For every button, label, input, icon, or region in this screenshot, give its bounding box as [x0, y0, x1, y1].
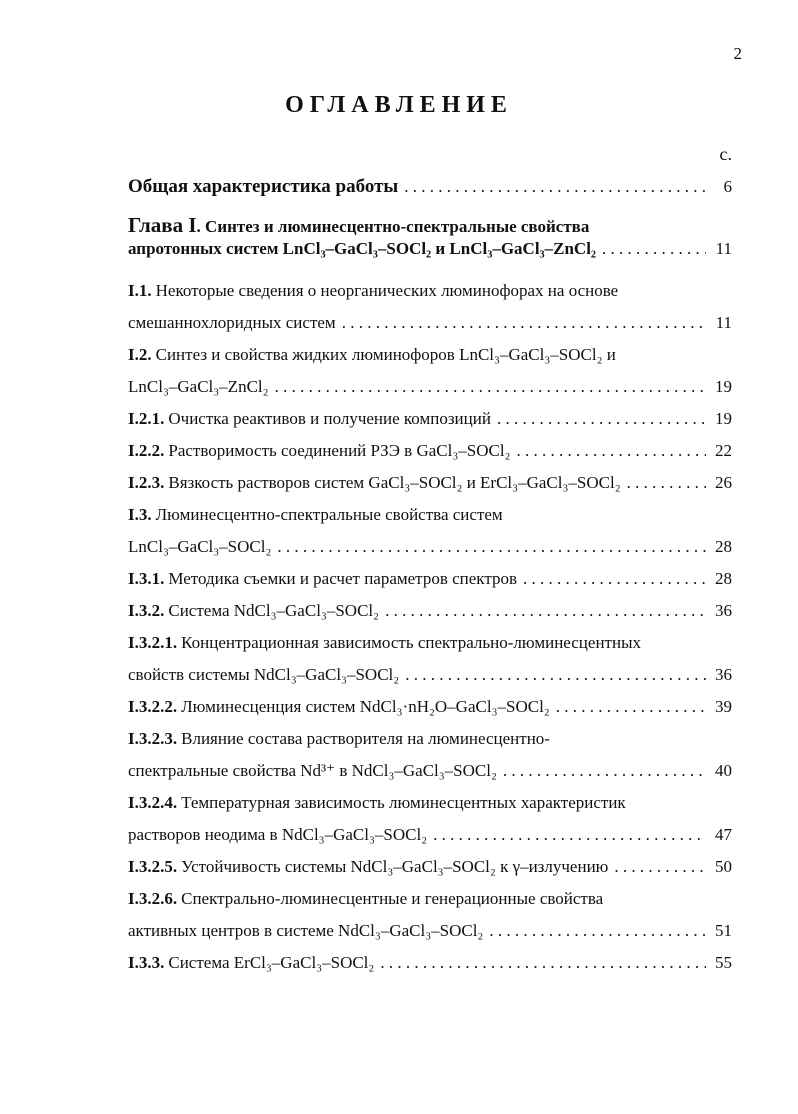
toc-entry-I-2[interactable] [128, 344, 732, 398]
toc-entry-text: Некоторые сведения о неорганических люминофорах на основе [155, 281, 619, 300]
toc-entry-number: I.3.2. [128, 601, 165, 620]
toc-entry-number: I.2.1. [128, 409, 165, 428]
toc-entry-text: Устойчивость системы NdCl₃–GaCl₃–SOCl₂ к γ–излучению [181, 857, 609, 876]
toc-entry-number: I.2. [128, 345, 152, 364]
toc-page-number: 11 [715, 239, 732, 258]
toc-entry-number: I.3.2.3. [128, 729, 178, 748]
toc-entry-I-3[interactable] [128, 504, 732, 558]
toc-entry-number: I.3.2.6. [128, 889, 178, 908]
toc-entry-text-cont: растворов неодима в NdCl₃–GaCl₃–SOCl₂ [128, 825, 428, 844]
toc-page-number: 36 [715, 665, 732, 684]
toc-entry-number: I.3. [128, 505, 152, 524]
toc-page-number: 55 [715, 953, 732, 972]
toc-entry-text-cont: смешаннохлоридных систем [128, 313, 336, 332]
dot-leader [523, 568, 706, 590]
toc-entry-I-3-2-4[interactable] [128, 792, 732, 846]
toc-entry-I-2-2[interactable] [128, 440, 732, 462]
dot-leader [433, 824, 706, 846]
toc-page-number: 51 [715, 921, 732, 940]
toc-entry-text-cont: LnCl₃–GaCl₃–SOCl₂ [128, 537, 272, 556]
toc-entry-text: Температурная зависимость люминесцентных характеристик [181, 793, 626, 812]
toc-entry-number: I.2.2. [128, 441, 165, 460]
toc-entry-text: Синтез и свойства жидких люминофоров LnCl₃–GaCl₃–SOCl₂ и [155, 345, 616, 364]
toc-entry-number: I.2.3. [128, 473, 165, 492]
toc-page-number: 22 [715, 441, 732, 460]
dot-leader [602, 238, 706, 260]
toc-entry-I-2-1[interactable] [128, 408, 732, 430]
toc-entry-text: Методика съемки и расчет параметров спектров [168, 569, 517, 588]
dot-leader [404, 176, 706, 198]
dot-leader [385, 600, 706, 622]
toc-entry-I-3-2-5[interactable] [128, 856, 732, 878]
dot-leader [489, 920, 706, 942]
toc-entry-number: I.3.1. [128, 569, 165, 588]
toc-page-number: 19 [715, 409, 732, 428]
toc-entry-number: I.3.2.4. [128, 793, 178, 812]
toc-page-number: 26 [715, 473, 732, 492]
dot-leader [380, 952, 706, 974]
toc-page-number: 40 [715, 761, 732, 780]
dot-leader [627, 472, 706, 494]
toc-entry-number: I.3.2.1. [128, 633, 178, 652]
dot-leader [516, 440, 706, 462]
table-of-contents [128, 176, 732, 984]
toc-page-number: 36 [715, 601, 732, 620]
page-column-label: с. [719, 144, 732, 164]
toc-entry-I-3-1[interactable] [128, 568, 732, 590]
toc-entry-text: Концентрационная зависимость спектрально-люминесцентных [181, 633, 641, 652]
toc-page-number: 47 [715, 825, 732, 844]
toc-entry-text: Общая характеристика работы [128, 176, 399, 197]
dot-leader [275, 376, 706, 398]
toc-entry-text: Люминесцентно-спектральные свойства систем [155, 505, 503, 524]
toc-entry-text: Вязкость растворов систем GaCl₃–SOCl₂ и ErCl₃–GaCl₃–SOCl₂ [168, 473, 621, 492]
toc-entry-I-3-2-3[interactable] [128, 728, 732, 782]
dot-leader [342, 312, 706, 334]
toc-entry-number: I.3.2.2. [128, 697, 178, 716]
chapter-title-line-1: . Синтез и люминесцентно-спектральные свойства [196, 217, 590, 236]
toc-page-number: 39 [715, 697, 732, 716]
toc-entry-text: Система ErCl₃–GaCl₃–SOCl₂ [168, 953, 375, 972]
toc-entry-I-2-3[interactable] [128, 472, 732, 494]
toc-entry-number: I.3.3. [128, 953, 165, 972]
dot-leader [277, 536, 706, 558]
chapter-title-line-2: апротонных систем LnCl₃–GaCl₃–SOCl₂ и LnCl₃–GaCl₃–ZnCl₂ [128, 239, 597, 258]
toc-entry-I-3-2-6[interactable] [128, 888, 732, 942]
dot-leader [405, 664, 706, 686]
dot-leader [503, 760, 706, 782]
toc-entry-number: I.1. [128, 281, 152, 300]
toc-entry-text: Влияние состава растворителя на люминесцентно- [181, 729, 550, 748]
toc-page-number: 28 [715, 569, 732, 588]
toc-page-number: 28 [715, 537, 732, 556]
toc-page-number: 19 [715, 377, 732, 396]
toc-entry-I-3-2[interactable] [128, 600, 732, 622]
toc-entry-I-1[interactable] [128, 280, 732, 334]
toc-entry-chapter-1[interactable] [128, 214, 732, 260]
dot-leader [556, 696, 706, 718]
toc-entry-I-3-2-1[interactable] [128, 632, 732, 686]
toc-entry-text-cont: активных центров в системе NdCl₃–GaCl₃–SOCl₂ [128, 921, 484, 940]
toc-page-number: 6 [723, 177, 732, 196]
toc-entry-text-cont: свойств системы NdCl₃–GaCl₃–SOCl₂ [128, 665, 400, 684]
dot-leader [614, 856, 706, 878]
toc-entry-text: Система NdCl₃–GaCl₃–SOCl₂ [168, 601, 380, 620]
toc-page-number: 50 [715, 857, 732, 876]
toc-entry-overview[interactable] [128, 176, 732, 198]
toc-entry-text: Спектрально-люминесцентные и генерационные свойства [181, 889, 604, 908]
toc-page-number: 11 [715, 313, 732, 332]
toc-entry-text-cont: спектральные свойства Nd³⁺ в NdCl₃–GaCl₃–SOCl₂ [128, 761, 497, 780]
dot-leader [497, 408, 706, 430]
toc-entry-number: I.3.2.5. [128, 857, 178, 876]
toc-entry-text: Люминесценция систем NdCl₃·nH₂O–GaCl₃–SOCl₂ [181, 697, 550, 716]
chapter-label: Глава I [128, 213, 197, 237]
toc-entry-text: Очистка реактивов и получение композиций [168, 409, 491, 428]
toc-entry-text-cont: LnCl₃–GaCl₃–ZnCl₂ [128, 377, 269, 396]
toc-entry-text: Растворимость соединений РЗЭ в GaCl₃–SOCl₂ [168, 441, 511, 460]
page-number: 2 [733, 44, 742, 63]
toc-entry-I-3-3[interactable] [128, 952, 732, 974]
toc-entry-I-3-2-2[interactable] [128, 696, 732, 718]
page-title: ОГЛАВЛЕНИЕ [285, 92, 513, 118]
